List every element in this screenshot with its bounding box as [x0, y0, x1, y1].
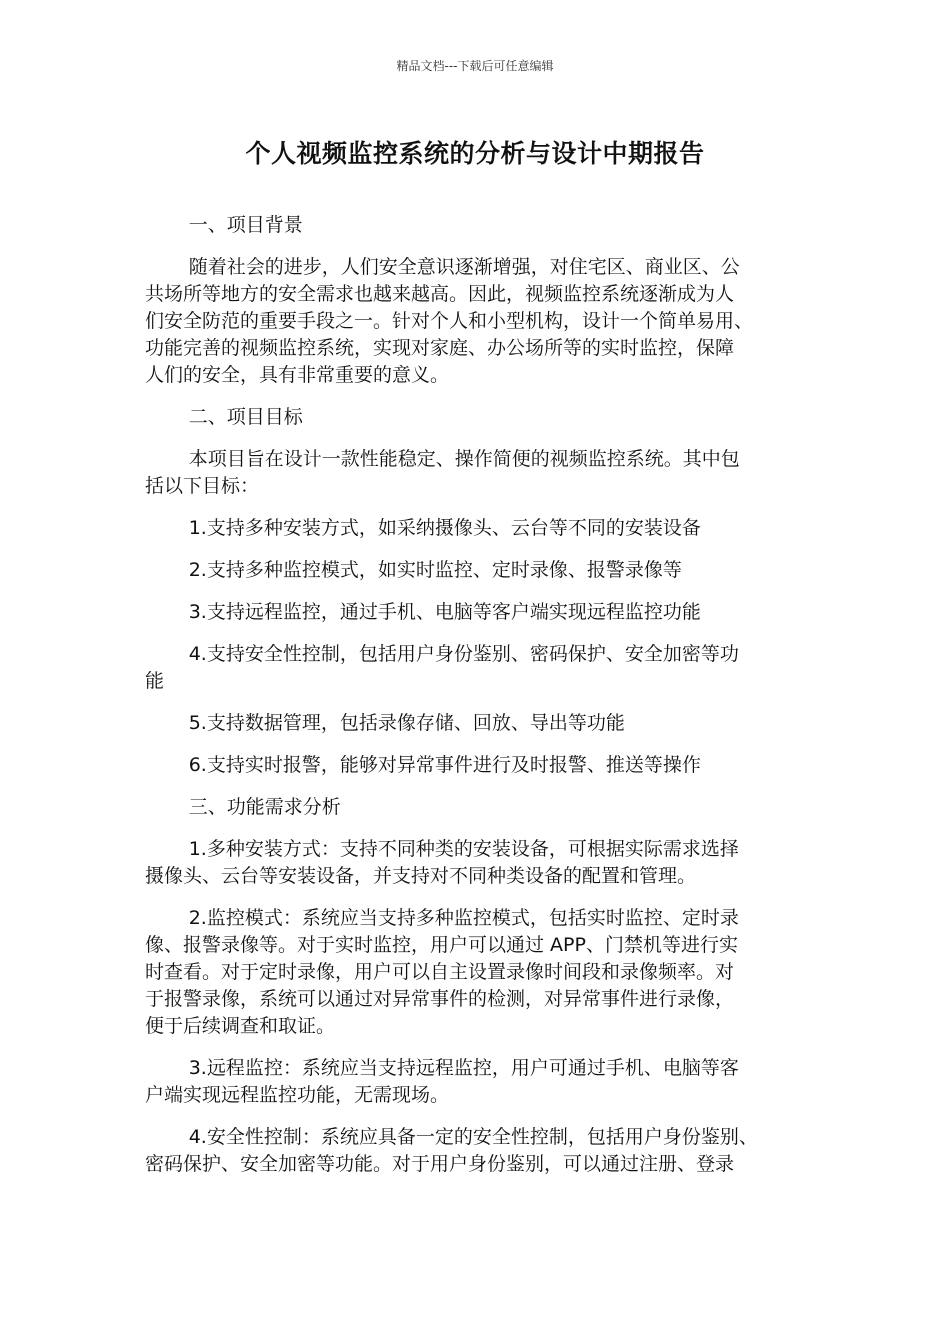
requirement-item-2: 2.监控模式：系统应当支持多种监控模式，包括实时监控、定时录 像、报警录像等。对于实时监控，用户可以通过 APP、门禁机等进行实 时查看。对于定时录像，用户可以自主设置录像时间段和录像频率。对 于报警录像，系统可以通过对异常事件的检测，对异常事件进行录像， 便于后续调查和取证。	[145, 907, 739, 1037]
goal-item-2: 2.支持多种监控模式，如实时监控、定时录像、报警录像等	[188, 559, 682, 581]
section-heading-background: 一、项目背景	[188, 214, 303, 236]
requirement-item-1: 1.多种安装方式：支持不同种类的安装设备，可根据实际需求选择 摄像头、云台等安装设备，并支持对不同种类设备的配置和管理。	[145, 838, 739, 887]
page-title: 个人视频监控系统的分析与设计中期报告	[245, 139, 705, 168]
section-heading-requirements: 三、功能需求分析	[188, 796, 341, 818]
goal-item-1: 1.支持多种安装方式，如采纳摄像头、云台等不同的安装设备	[188, 517, 701, 539]
section-heading-goals: 二、项目目标	[188, 406, 303, 428]
paragraph-background: 随着社会的进步，人们安全意识逐渐增强，对住宅区、商业区、公 共场所等地方的安全需求也越来越高。因此，视频监控系统逐渐成为人 们安全防范的重要手段之一。针对个人和小型机构，设计一个简单易用、 功能完善的视频监控系统，实现对家庭、办公场所等的实时监控，保障 人们的安全，具有非常重要的意义。	[145, 256, 754, 386]
requirement-item-4: 4.安全性控制：系统应具备一定的安全性控制，包括用户身份鉴别、 密码保护、安全加密等功能。对于用户身份鉴别，可以通过注册、登录	[145, 1126, 758, 1175]
page-header: 精品文档---下载后可任意编辑	[396, 59, 554, 73]
requirement-item-3: 3.远程监控：系统应当支持远程监控，用户可通过手机、电脑等客 户端实现远程监控功能，无需现场。	[145, 1057, 739, 1106]
paragraph-goals-intro: 本项目旨在设计一款性能稳定、操作简便的视频监控系统。其中包 括以下目标：	[145, 448, 740, 497]
goal-item-3: 3.支持远程监控，通过手机、电脑等客户端实现远程监控功能	[188, 601, 701, 623]
goal-item-5: 5.支持数据管理，包括录像存储、回放、导出等功能	[188, 712, 625, 734]
goal-item-4: 4.支持安全性控制，包括用户身份鉴别、密码保护、安全加密等功 能	[145, 643, 739, 692]
document-body	[145, 212, 795, 1193]
goal-item-6: 6.支持实时报警，能够对异常事件进行及时报警、推送等操作	[188, 754, 701, 776]
